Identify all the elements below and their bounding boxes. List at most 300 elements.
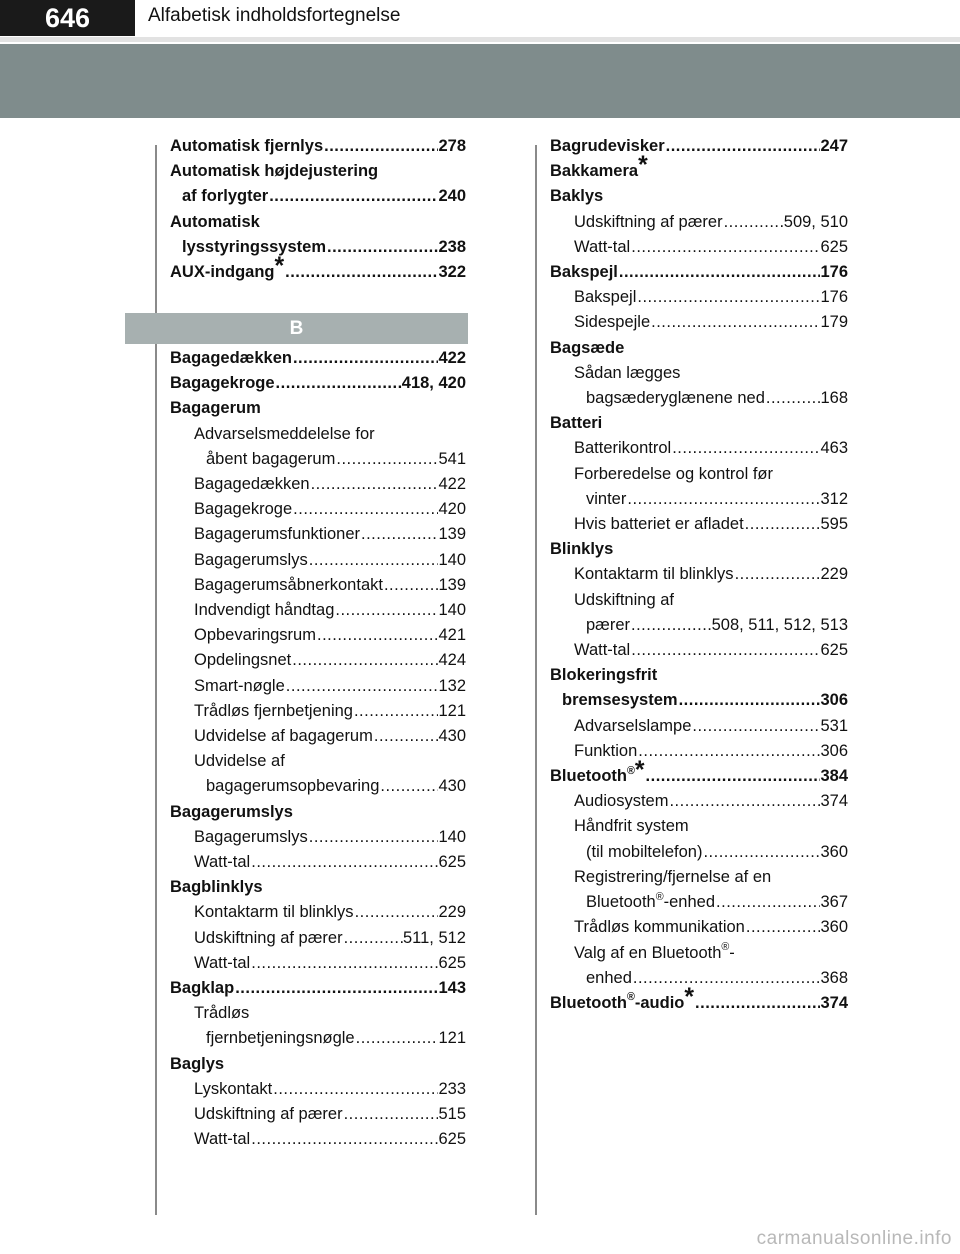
dot-leader: [316, 623, 438, 648]
entry-label: [574, 310, 650, 335]
entry-text: Sådan lægges: [574, 363, 681, 382]
entry-label: [586, 840, 702, 865]
entry-text: Watt-tal: [194, 953, 251, 972]
dot-leader: [630, 235, 820, 260]
entry-text: Bakkamera: [550, 162, 639, 181]
entry-label: [586, 613, 630, 638]
page-number: 646: [0, 0, 135, 36]
index-entry: [550, 361, 848, 386]
entry-label: [206, 1026, 355, 1051]
entry-page: 168: [820, 389, 848, 408]
dot-leader: [702, 840, 820, 865]
entry-text: Bluetooth: [586, 893, 656, 912]
entry-label: [194, 648, 291, 673]
index-column-left-top: [170, 134, 466, 285]
entry-text: Watt-tal: [574, 237, 631, 256]
dot-leader: [734, 562, 821, 587]
entry-text: Trådløs fjernbetjening: [194, 701, 353, 720]
index-entry: [170, 422, 466, 447]
entry-text: Bagagerumsåbnerkontakt: [194, 575, 383, 594]
dot-leader: [671, 436, 820, 461]
dot-leader: [310, 472, 439, 497]
index-entry: [550, 285, 848, 310]
entry-text: Advarselsmeddelelse for: [194, 424, 375, 443]
entry-label: [194, 699, 353, 724]
entry-text: Audiosystem: [574, 792, 669, 811]
watermark: carmanualsonline.info: [756, 1228, 952, 1249]
index-entry: [550, 436, 848, 461]
index-entry: [170, 548, 466, 573]
registered-mark: ®: [626, 764, 635, 777]
entry-label: [194, 724, 373, 749]
entry-label: [194, 623, 316, 648]
entry-label: [586, 487, 626, 512]
entry-text: Bagagerumslys: [194, 550, 308, 569]
asterisk-icon: *: [684, 984, 695, 1012]
entry-text: Blokeringsfrit: [550, 666, 658, 685]
column-divider-middle: [535, 145, 537, 1215]
entry-label: [194, 1001, 249, 1026]
entry-page: 322: [438, 263, 466, 282]
dot-leader: [745, 915, 821, 940]
entry-text: Registrering/fjernelse af en: [574, 867, 772, 886]
entry-page: 368: [820, 968, 848, 987]
entry-page: 238: [438, 237, 466, 256]
entry-text: Bakspejl: [550, 263, 618, 282]
index-entry: [170, 648, 466, 673]
dot-leader: [691, 714, 820, 739]
entry-text: Bakspejl: [574, 288, 637, 307]
index-column-left-bottom: [170, 346, 466, 1153]
entry-label: [562, 688, 678, 713]
index-entry: [550, 184, 848, 209]
header-divider: [0, 37, 960, 42]
index-entry: [550, 588, 848, 613]
index-entry: [170, 134, 466, 159]
entry-page: 240: [438, 187, 466, 206]
entry-text: Udskiftning af: [574, 590, 674, 609]
dot-leader: [250, 1127, 438, 1152]
index-entry: [170, 598, 466, 623]
dot-leader: [360, 522, 438, 547]
index-entry: [550, 890, 848, 915]
index-entry: [170, 926, 466, 951]
entry-page: 595: [820, 515, 848, 534]
index-entry: [550, 152, 848, 184]
index-entry: [170, 497, 466, 522]
entry-text: Bagagerumsfunktioner: [194, 525, 361, 544]
index-entry: [170, 1001, 466, 1026]
index-entry: [550, 613, 848, 638]
dot-leader: [632, 966, 821, 991]
index-entry: [550, 739, 848, 764]
entry-page: 374: [820, 792, 848, 811]
index-entry: [550, 336, 848, 361]
dot-leader: [234, 976, 438, 1001]
entry-text: Valg af en Bluetooth: [574, 943, 722, 962]
entry-page: 421: [438, 626, 466, 645]
entry-page: 132: [438, 676, 466, 695]
index-entry: [170, 573, 466, 598]
entry-page: 515: [438, 1105, 466, 1124]
entry-label: [574, 865, 771, 890]
asterisk-icon: *: [634, 757, 645, 785]
entry-page: 625: [820, 237, 848, 256]
entry-page: 430: [438, 727, 466, 746]
entry-page: 360: [820, 842, 848, 861]
entry-label: [550, 984, 695, 1016]
index-entry: [170, 674, 466, 699]
entry-page: 531: [820, 716, 848, 735]
entry-text: Bagagekroge: [170, 374, 275, 393]
index-entry: [550, 235, 848, 260]
entry-page: 511, 512: [402, 928, 466, 947]
entry-text: Bluetooth: [550, 767, 627, 786]
dot-leader: [630, 638, 820, 663]
header-banner: [0, 44, 960, 118]
entry-label: [170, 346, 292, 371]
entry-label: [170, 134, 323, 159]
entry-label: [170, 253, 285, 285]
entry-label: [574, 739, 637, 764]
entry-label: [194, 522, 360, 547]
entry-text: bagagerumsopbevaring: [206, 777, 380, 796]
entry-text: Udskiftning af pærer: [194, 1105, 343, 1124]
index-entry: [550, 487, 848, 512]
entry-label: [170, 159, 378, 184]
entry-text: Håndfrit system: [574, 817, 689, 836]
index-entry: [550, 966, 848, 991]
entry-page: 312: [820, 489, 848, 508]
dot-leader: [723, 210, 784, 235]
dot-leader: [383, 573, 439, 598]
dot-leader: [326, 235, 438, 260]
entry-suffix: -audio: [634, 993, 685, 1012]
entry-page: 229: [820, 565, 848, 584]
dot-leader: [308, 548, 439, 573]
entry-label: [574, 235, 630, 260]
entry-label: [574, 512, 744, 537]
entry-text: bremsesystem: [562, 691, 678, 710]
index-entry: [170, 1102, 466, 1127]
entry-label: [170, 371, 275, 396]
entry-text: fjernbetjeningsnøgle: [206, 1029, 355, 1048]
index-entry: [170, 1127, 466, 1152]
index-entry: [550, 638, 848, 663]
index-entry: [550, 210, 848, 235]
dot-leader: [343, 926, 403, 951]
entry-label: [194, 926, 343, 951]
index-entry: [170, 371, 466, 396]
entry-label: [574, 436, 671, 461]
entry-text: Automatisk: [170, 212, 260, 231]
index-entry: [170, 1077, 466, 1102]
entry-text: Bagrudevisker: [550, 137, 665, 155]
entry-page: 139: [438, 525, 466, 544]
index-entry: [170, 900, 466, 925]
index-entry: [550, 134, 848, 159]
section-header-b: B: [125, 313, 468, 344]
index-entry: [170, 396, 466, 421]
entry-text: vinter: [586, 489, 627, 508]
index-entry: [170, 850, 466, 875]
entry-text: enhed: [586, 968, 632, 987]
page-title: Alfabetisk indholdsfortegnelse: [148, 5, 401, 26]
dot-leader: [334, 598, 438, 623]
index-entry: [550, 537, 848, 562]
entry-text: Hvis batteriet er afladet: [574, 515, 744, 534]
entry-label: [574, 588, 674, 613]
entry-suffix: -: [729, 943, 735, 962]
entry-text: Bagsæde: [550, 338, 625, 357]
entry-page: 278: [438, 137, 466, 155]
index-entry: [170, 1026, 466, 1051]
index-entry: [170, 346, 466, 371]
index-entry: [550, 714, 848, 739]
asterisk-icon: *: [274, 253, 285, 281]
entry-text: Kontaktarm til blinklys: [194, 903, 354, 922]
entry-page: 179: [820, 313, 848, 332]
entry-page: 384: [820, 767, 848, 786]
index-entry: [170, 210, 466, 235]
dot-leader: [323, 134, 438, 159]
entry-text: (til mobiltelefon): [586, 842, 703, 861]
dot-leader: [335, 447, 438, 472]
entry-label: [194, 1127, 250, 1152]
entry-label: [182, 235, 326, 260]
entry-label: [574, 638, 630, 663]
dot-leader: [668, 789, 820, 814]
entry-label: [550, 260, 618, 285]
index-entry: [550, 663, 848, 688]
index-entry: [550, 386, 848, 411]
entry-label: [182, 184, 268, 209]
index-entry: [170, 976, 466, 1001]
registered-mark: ®: [721, 940, 730, 953]
entry-text: Forberedelse og kontrol før: [574, 464, 774, 483]
dot-leader: [284, 260, 438, 285]
entry-label: [574, 814, 689, 839]
entry-label: [194, 548, 308, 573]
entry-label: [170, 800, 293, 825]
index-entry: [170, 623, 466, 648]
index-entry: [550, 814, 848, 839]
entry-text: Automatisk fjernlys: [170, 137, 324, 155]
entry-text: bagsæderyglænene ned: [586, 389, 765, 408]
index-entry: [170, 951, 466, 976]
entry-text: Kontaktarm til blinklys: [574, 565, 734, 584]
dot-leader: [379, 774, 438, 799]
entry-text: lysstyringssystem: [182, 237, 326, 256]
dot-leader: [275, 371, 402, 396]
entry-text: Bagblinklys: [170, 878, 263, 897]
entry-text: Opbevaringsrum: [194, 626, 316, 645]
entry-page: 625: [438, 853, 466, 872]
entry-page: 139: [438, 575, 466, 594]
dot-leader: [637, 739, 820, 764]
registered-mark: ®: [626, 991, 635, 1004]
dot-leader: [645, 764, 821, 789]
entry-label: [574, 361, 680, 386]
dot-leader: [715, 890, 820, 915]
dot-leader: [285, 674, 439, 699]
dot-leader: [308, 825, 439, 850]
dot-leader: [678, 688, 821, 713]
entry-text: Bagklap: [170, 979, 235, 998]
index-entry: [170, 800, 466, 825]
entry-label: [586, 890, 715, 915]
asterisk-icon: *: [638, 152, 648, 180]
index-entry: [550, 915, 848, 940]
entry-text: Udskiftning af pærer: [194, 928, 343, 947]
entry-label: [550, 757, 645, 789]
dot-leader: [292, 346, 439, 371]
entry-label: [574, 941, 735, 966]
index-entry: [170, 253, 466, 285]
index-entry: [170, 235, 466, 260]
entry-text: Udskiftning af pærer: [574, 212, 723, 231]
page-header: [0, 0, 960, 40]
entry-label: [194, 573, 383, 598]
entry-text: Trådløs: [194, 1004, 250, 1023]
entry-page: 121: [438, 1029, 466, 1048]
entry-page: 176: [820, 263, 848, 282]
index-entry: [550, 865, 848, 890]
dot-leader: [250, 951, 438, 976]
entry-text: Bagagedækken: [194, 475, 310, 494]
entry-label: [574, 714, 691, 739]
entry-text: Watt-tal: [194, 853, 251, 872]
entry-label: [574, 210, 723, 235]
entry-label: [170, 976, 234, 1001]
dot-leader: [744, 512, 821, 537]
entry-label: [194, 598, 334, 623]
entry-label: [194, 674, 285, 699]
entry-text: Advarselslampe: [574, 716, 692, 735]
dot-leader: [291, 648, 438, 673]
entry-text: Bagagerumslys: [170, 802, 293, 821]
entry-page: 374: [820, 993, 848, 1012]
entry-page: 509, 510: [783, 212, 848, 231]
dot-leader: [630, 613, 712, 638]
index-entry: [550, 688, 848, 713]
index-entry: [170, 724, 466, 749]
entry-page: 367: [820, 893, 848, 912]
entry-text: Udvidelse af: [194, 752, 285, 771]
dot-leader: [343, 1102, 439, 1127]
entry-page: 233: [438, 1079, 466, 1098]
entry-text: Bagagerumslys: [194, 827, 308, 846]
entry-label: [550, 411, 602, 436]
entry-label: [170, 1052, 224, 1077]
entry-label: [194, 951, 250, 976]
entry-text: Udvidelse af bagagerum: [194, 727, 373, 746]
entry-page: 140: [438, 601, 466, 620]
entry-text: Sidespejle: [574, 313, 651, 332]
entry-page: 625: [438, 1130, 466, 1149]
dot-leader: [268, 184, 438, 209]
entry-label: [170, 396, 261, 421]
entry-page: 422: [438, 349, 466, 367]
entry-text: af forlygter: [182, 187, 269, 206]
entry-label: [194, 1102, 343, 1127]
entry-label: [574, 285, 636, 310]
entry-text: Watt-tal: [194, 1130, 251, 1149]
column-divider-left: [155, 145, 157, 1215]
entry-page: 121: [438, 701, 466, 720]
entry-label: [550, 184, 603, 209]
entry-page: 625: [820, 641, 848, 660]
entry-text: Trådløs kommunikation: [574, 918, 745, 937]
entry-label: [194, 1077, 272, 1102]
entry-page: 247: [820, 137, 848, 155]
index-entry: [170, 774, 466, 799]
index-entry: [550, 941, 848, 966]
entry-page: 508, 511, 512, 513: [711, 615, 848, 634]
entry-page: 143: [438, 979, 466, 998]
index-entry: [170, 159, 466, 184]
entry-text: Funktion: [574, 741, 638, 760]
dot-leader: [353, 699, 439, 724]
dot-leader: [373, 724, 439, 749]
entry-page: 306: [820, 691, 848, 710]
entry-text: Bagagedækken: [170, 349, 292, 367]
dot-leader: [292, 497, 438, 522]
entry-label: [194, 422, 375, 447]
entry-page: 463: [820, 439, 848, 458]
index-entry: [550, 310, 848, 335]
entry-label: [194, 472, 310, 497]
dot-leader: [765, 386, 821, 411]
index-entry: [170, 1052, 466, 1077]
entry-label: [194, 497, 292, 522]
index-entry: [170, 875, 466, 900]
entry-page: 420: [438, 500, 466, 519]
entry-page: 418, 420: [401, 374, 466, 393]
entry-page: 541: [438, 449, 466, 468]
entry-text: Batteri: [550, 414, 603, 433]
entry-page: 176: [820, 288, 848, 307]
index-entry: [170, 472, 466, 497]
entry-label: [550, 336, 624, 361]
index-entry: [170, 184, 466, 209]
dot-leader: [272, 1077, 438, 1102]
index-entry: [170, 749, 466, 774]
entry-text: pærer: [586, 615, 631, 634]
entry-page: 140: [438, 550, 466, 569]
dot-leader: [618, 260, 821, 285]
entry-text: Lyskontakt: [194, 1079, 273, 1098]
entry-label: [206, 447, 335, 472]
entry-label: [194, 749, 285, 774]
entry-label: [194, 900, 354, 925]
registered-mark: ®: [655, 890, 664, 903]
entry-label: [574, 462, 773, 487]
index-column-right: [550, 134, 848, 1016]
entry-page: 424: [438, 651, 466, 670]
index-entry: [550, 512, 848, 537]
entry-page: 422: [438, 475, 466, 494]
index-entry: [170, 447, 466, 472]
entry-text: Opdelingsnet: [194, 651, 292, 670]
entry-label: [574, 789, 668, 814]
dot-leader: [355, 1026, 439, 1051]
entry-label: [194, 825, 308, 850]
entry-text: åbent bagagerum: [206, 449, 336, 468]
entry-label: [170, 210, 260, 235]
entry-text: Bluetooth: [550, 993, 627, 1012]
entry-label: [586, 386, 765, 411]
